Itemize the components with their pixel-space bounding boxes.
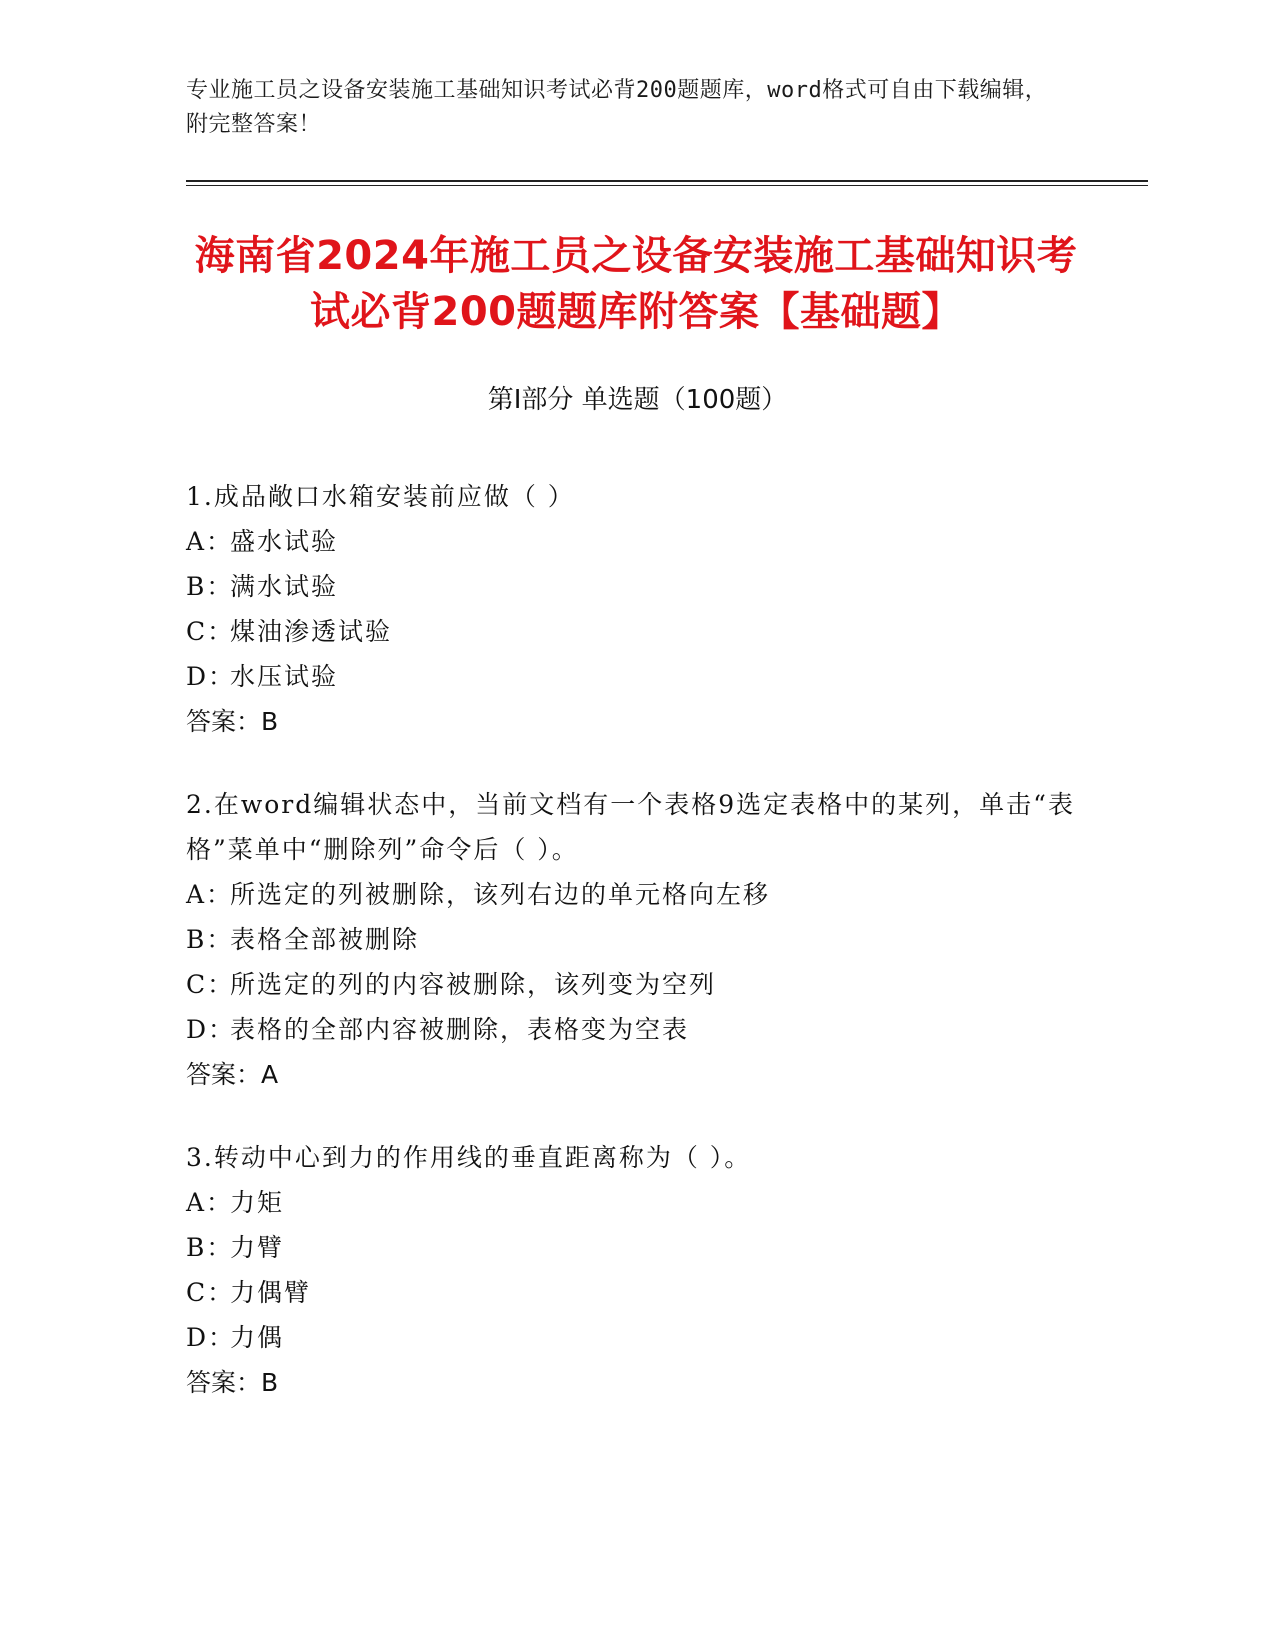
option-key: C：: [186, 1278, 235, 1307]
option-text: 力偶臂: [230, 1278, 312, 1307]
question-2: [186, 782, 1086, 1097]
option-key: B：: [186, 1233, 234, 1262]
option-b: [186, 1225, 1086, 1270]
option-c: [186, 609, 1086, 654]
answer: 答案：A: [186, 1060, 279, 1089]
option-key: D：: [186, 1323, 236, 1352]
option-text: 所选定的列的内容被删除，该列变为空列: [230, 970, 717, 999]
option-a: [186, 519, 1086, 564]
option-text: 满水试验: [230, 572, 339, 601]
question-list: [186, 474, 1086, 1443]
option-b: [186, 564, 1086, 609]
option-c: [186, 962, 1086, 1007]
option-key: C：: [186, 970, 235, 999]
question-3: [186, 1135, 1086, 1405]
option-text: 力臂: [230, 1233, 285, 1262]
question-stem: 2.在word编辑状态中，当前文档有一个表格9选定表格中的某列，单击“表格”菜单中“删除列”命令后（ ）。: [186, 790, 1075, 864]
document-title: 海南省2024年施工员之设备安装施工基础知识考试必背200题题库附答案【基础题】: [194, 233, 1078, 335]
option-text: 力矩: [230, 1188, 285, 1217]
question-stem: 1.成品敞口水箱安装前应做（ ）: [186, 482, 575, 511]
option-key: A：: [186, 527, 234, 556]
option-text: 力偶: [230, 1323, 285, 1352]
section-title: 第I部分 单选题（100题）: [487, 385, 788, 415]
option-key: C：: [186, 617, 235, 646]
option-d: [186, 654, 1086, 699]
option-key: B：: [186, 572, 234, 601]
option-key: D：: [186, 1015, 236, 1044]
option-a: [186, 1180, 1086, 1225]
option-d: [186, 1007, 1086, 1052]
option-text: 表格的全部内容被删除，表格变为空表: [230, 1015, 690, 1044]
answer: 答案：B: [186, 1368, 279, 1397]
option-text: 煤油渗透试验: [230, 617, 393, 646]
header-note: 专业施工员之设备安装施工基础知识考试必背200题题库，word格式可自由下载编辑，附完整答案！: [186, 78, 1048, 137]
option-text: 所选定的列被删除，该列右边的单元格向左移: [230, 880, 771, 909]
answer: 答案：B: [186, 707, 279, 736]
option-a: [186, 872, 1086, 917]
option-key: B：: [186, 925, 234, 954]
option-b: [186, 917, 1086, 962]
option-key: A：: [186, 880, 234, 909]
question-1: [186, 474, 1086, 744]
option-d: [186, 1315, 1086, 1360]
option-text: 水压试验: [230, 662, 339, 691]
option-c: [186, 1270, 1086, 1315]
question-stem: 3.转动中心到力的作用线的垂直距离称为（ ）。: [186, 1143, 752, 1172]
header-rule-thick: [186, 180, 1148, 182]
option-key: A：: [186, 1188, 234, 1217]
option-text: 盛水试验: [230, 527, 339, 556]
option-key: D：: [186, 662, 236, 691]
header-rule-thin: [186, 185, 1148, 186]
option-text: 表格全部被删除: [230, 925, 420, 954]
